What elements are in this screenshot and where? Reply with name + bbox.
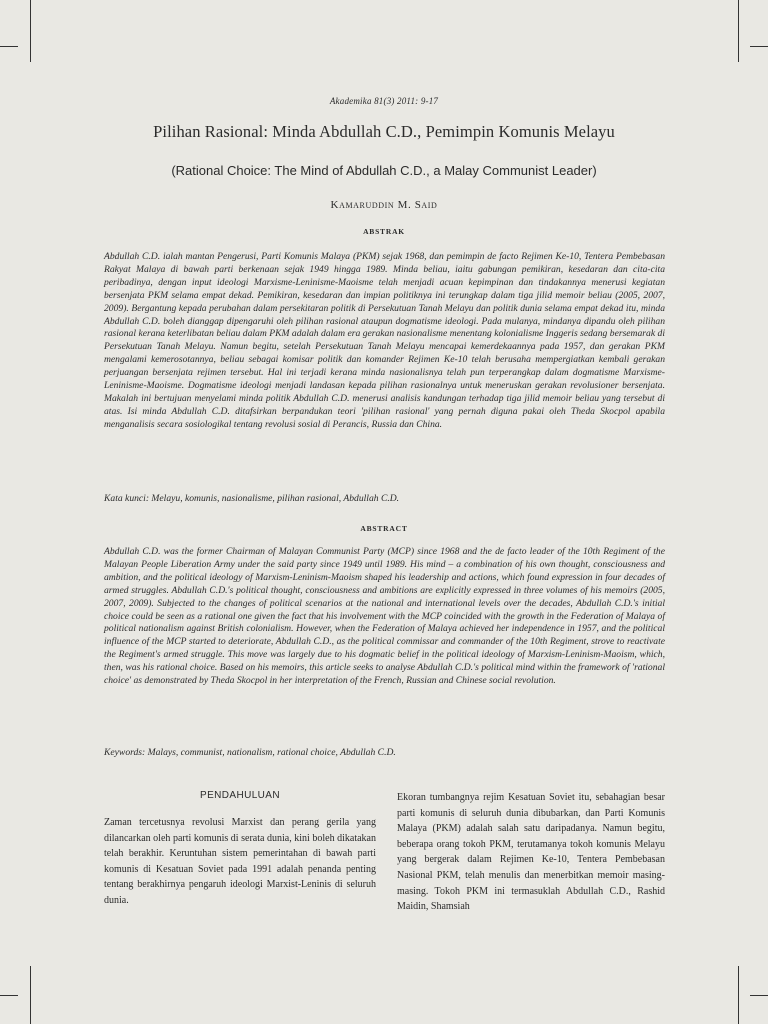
crop-mark — [750, 46, 768, 47]
abstrak-heading: ABSTRAK — [363, 227, 405, 236]
abstract-keywords: Keywords: Malays, communist, nationalism, rational choice, Abdullah C.D. — [104, 747, 396, 758]
journal-citation: Akademika 81(3) 2011: 9-17 — [329, 96, 439, 106]
crop-mark — [750, 995, 768, 996]
crop-mark — [30, 966, 31, 1024]
abstrak-keywords: Kata kunci: Melayu, komunis, nasionalisme, pilihan rasional, Abdullah C.D. — [104, 493, 400, 504]
crop-mark — [738, 966, 739, 1024]
abstrak-text: Abdullah C.D. ialah mantan Pengerusi, Parti Komunis Malaya (PKM) sejak 1968, dan pemimpin de facto Rejimen Ke-10, Tentera Pembebasan Rakyat Malaya di bawah parti berkenaan sejak 1949 hingga 1989. Minda beliau, iaitu gabungan pemikiran, kesedaran dan cita-cita peribadinya, dengan input ideologi Marxisme-Leninisme-Maoisme telah menjadi acuan kepimpinan dan tindakannya menerusi kegiatan bersenjata PKM selama empat dekad. Pemikiran, kesedaran dan impian politiknya ini terungkap dalam tiga jilid memoir beliau (2005, 2007, 2009). Bergantung kepada perubahan dalam persekitaran politik di Persekutuan Tanah Melayu dan politik dunia selama empat dekad itu, minda Abdullah C.D. boleh dianggap dipengaruhi oleh pilihan rasional ataupun dogmatisme ideologi. Pada mulanya, mindanya dipandu oleh pilihan rasional kerana keterlibatan beliau dalam PKM adalah dalam era gerakan nasionalisme menentang kolonialisme Inggeris sedang bersemarak di Persekutuan Tanah Melayu. Namun begitu, setelah Persekutuan Tanah Melayu mencapai kemerdekaannya pada 1957, dan gerakan PKM mengalami kemerosotannya, beliau sebagai komisar politik dan komander Rejimen Ke-10 telah berusaha mempergiatkan kembali gerakan perjuangan bersenjata rejimen tersebut. Hal ini terjadi kerana minda nasionalisnya telah pun terperangkap dalam dogmatisme Marxisme-Leninisme-Maoisme. Dogmatisme ideologi menjadi landasan kepada pilihan rasionalnya untuk meneruskan gerakan revolusioner bersenjata. Makalah ini bertujuan menyelami minda politik Abdullah C.D. menerusi analisis kandungan terhadap tiga jilid memoir beliau yang tersebut di atas. Isi minda Abdullah C.D. ditafsirkan berpandukan teori 'pilihan rasional' yang pernah diguna pakai oleh Theda Skocpol apabila menganalisis secara sosiologikal tentang revolusi sosial di Perancis, Russia dan China. — [104, 251, 665, 430]
author-name: Kamaruddin M. Said — [330, 199, 438, 211]
body-column-left: Zaman tercetusnya revolusi Marxist dan perang gerila yang dilancarkan oleh parti komunis di serata dunia, kini boleh dikatakan telah berakhir. Keruntuhan sistem pemerintahan di bawah parti komunis di Kesatuan Soviet pada 1991 adalah penanda penting tentang berakhirnya pengaruh ideologi Marxist-Leninis di seluruh dunia. — [104, 817, 376, 906]
body-column-right: Ekoran tumbangnya rejim Kesatuan Soviet itu, sebahagian besar parti komunis di seluruh dunia dibubarkan, dan Parti Komunis Malaya (PKM) adalah salah satu daripadanya. Namun begitu, beberapa orang tokoh PKM, terutamanya tokoh komunis Melayu yang bergerak dalam Rejimen Ke-10, Tentera Pembebasan Nasional PKM, telah menulis dan menerbitkan memoir masing-masing. Tokoh PKM ini termasuklah Abdullah C.D., Rashid Maidin, Shamsiah — [397, 792, 665, 913]
abstract-text: Abdullah C.D. was the former Chairman of Malayan Communist Party (MCP) since 1968 and the de facto leader of the 10th Regiment of the Malayan People Liberation Army under the said party since 1949 until 1989. His mind – a combination of his own thought, consciousness and ambition, and the political ideology of Marxism-Leninism-Maoism shaped his leadership and actions, which found expression in four decades of armed struggles. Abdullah C.D.'s political thought, consciousness and ambitions are explicitly expressed in three volumes of his memoirs (2005, 2007, 2009). Subjected to the changes of political scenarios at the national and international levels over the decades, Abdullah C.D.'s initial choice could be seen as a rational one given the fact that his involvement with the MCP coincided with the growth in the Federation of Malaya of political nationalism against British colonialism. However, when the Federation of Malaya achieved her independence in 1957, and the political influence of the MCP started to deteriorate, Abdullah C.D., as the political commissar and commander of the 10th Regiment, strove to reactivate the Regiment's armed struggle. This move was largely due to his dogmatic belief in the political ideology of Marxism-Leninism-Maoism, which, then, was his rational choice. Based on his memoirs, this article seeks to analyse Abdullah C.D.'s political mind within the framework of 'rational choice' as demonstrated by Theda Skocpol in her interpretation of the French, Russian and Chinese social revolution. — [104, 546, 665, 687]
article-title-malay: Pilihan Rasional: Minda Abdullah C.D., Pemimpin Komunis Melayu — [153, 122, 615, 141]
abstract-heading: ABSTRACT — [360, 524, 408, 533]
crop-mark — [30, 0, 31, 62]
crop-mark — [0, 995, 18, 996]
crop-mark — [738, 0, 739, 62]
article-title-english: (Rational Choice: The Mind of Abdullah C.D., a Malay Communist Leader) — [171, 163, 597, 178]
crop-mark — [0, 46, 18, 47]
section-heading: PENDAHULUAN — [200, 790, 280, 801]
